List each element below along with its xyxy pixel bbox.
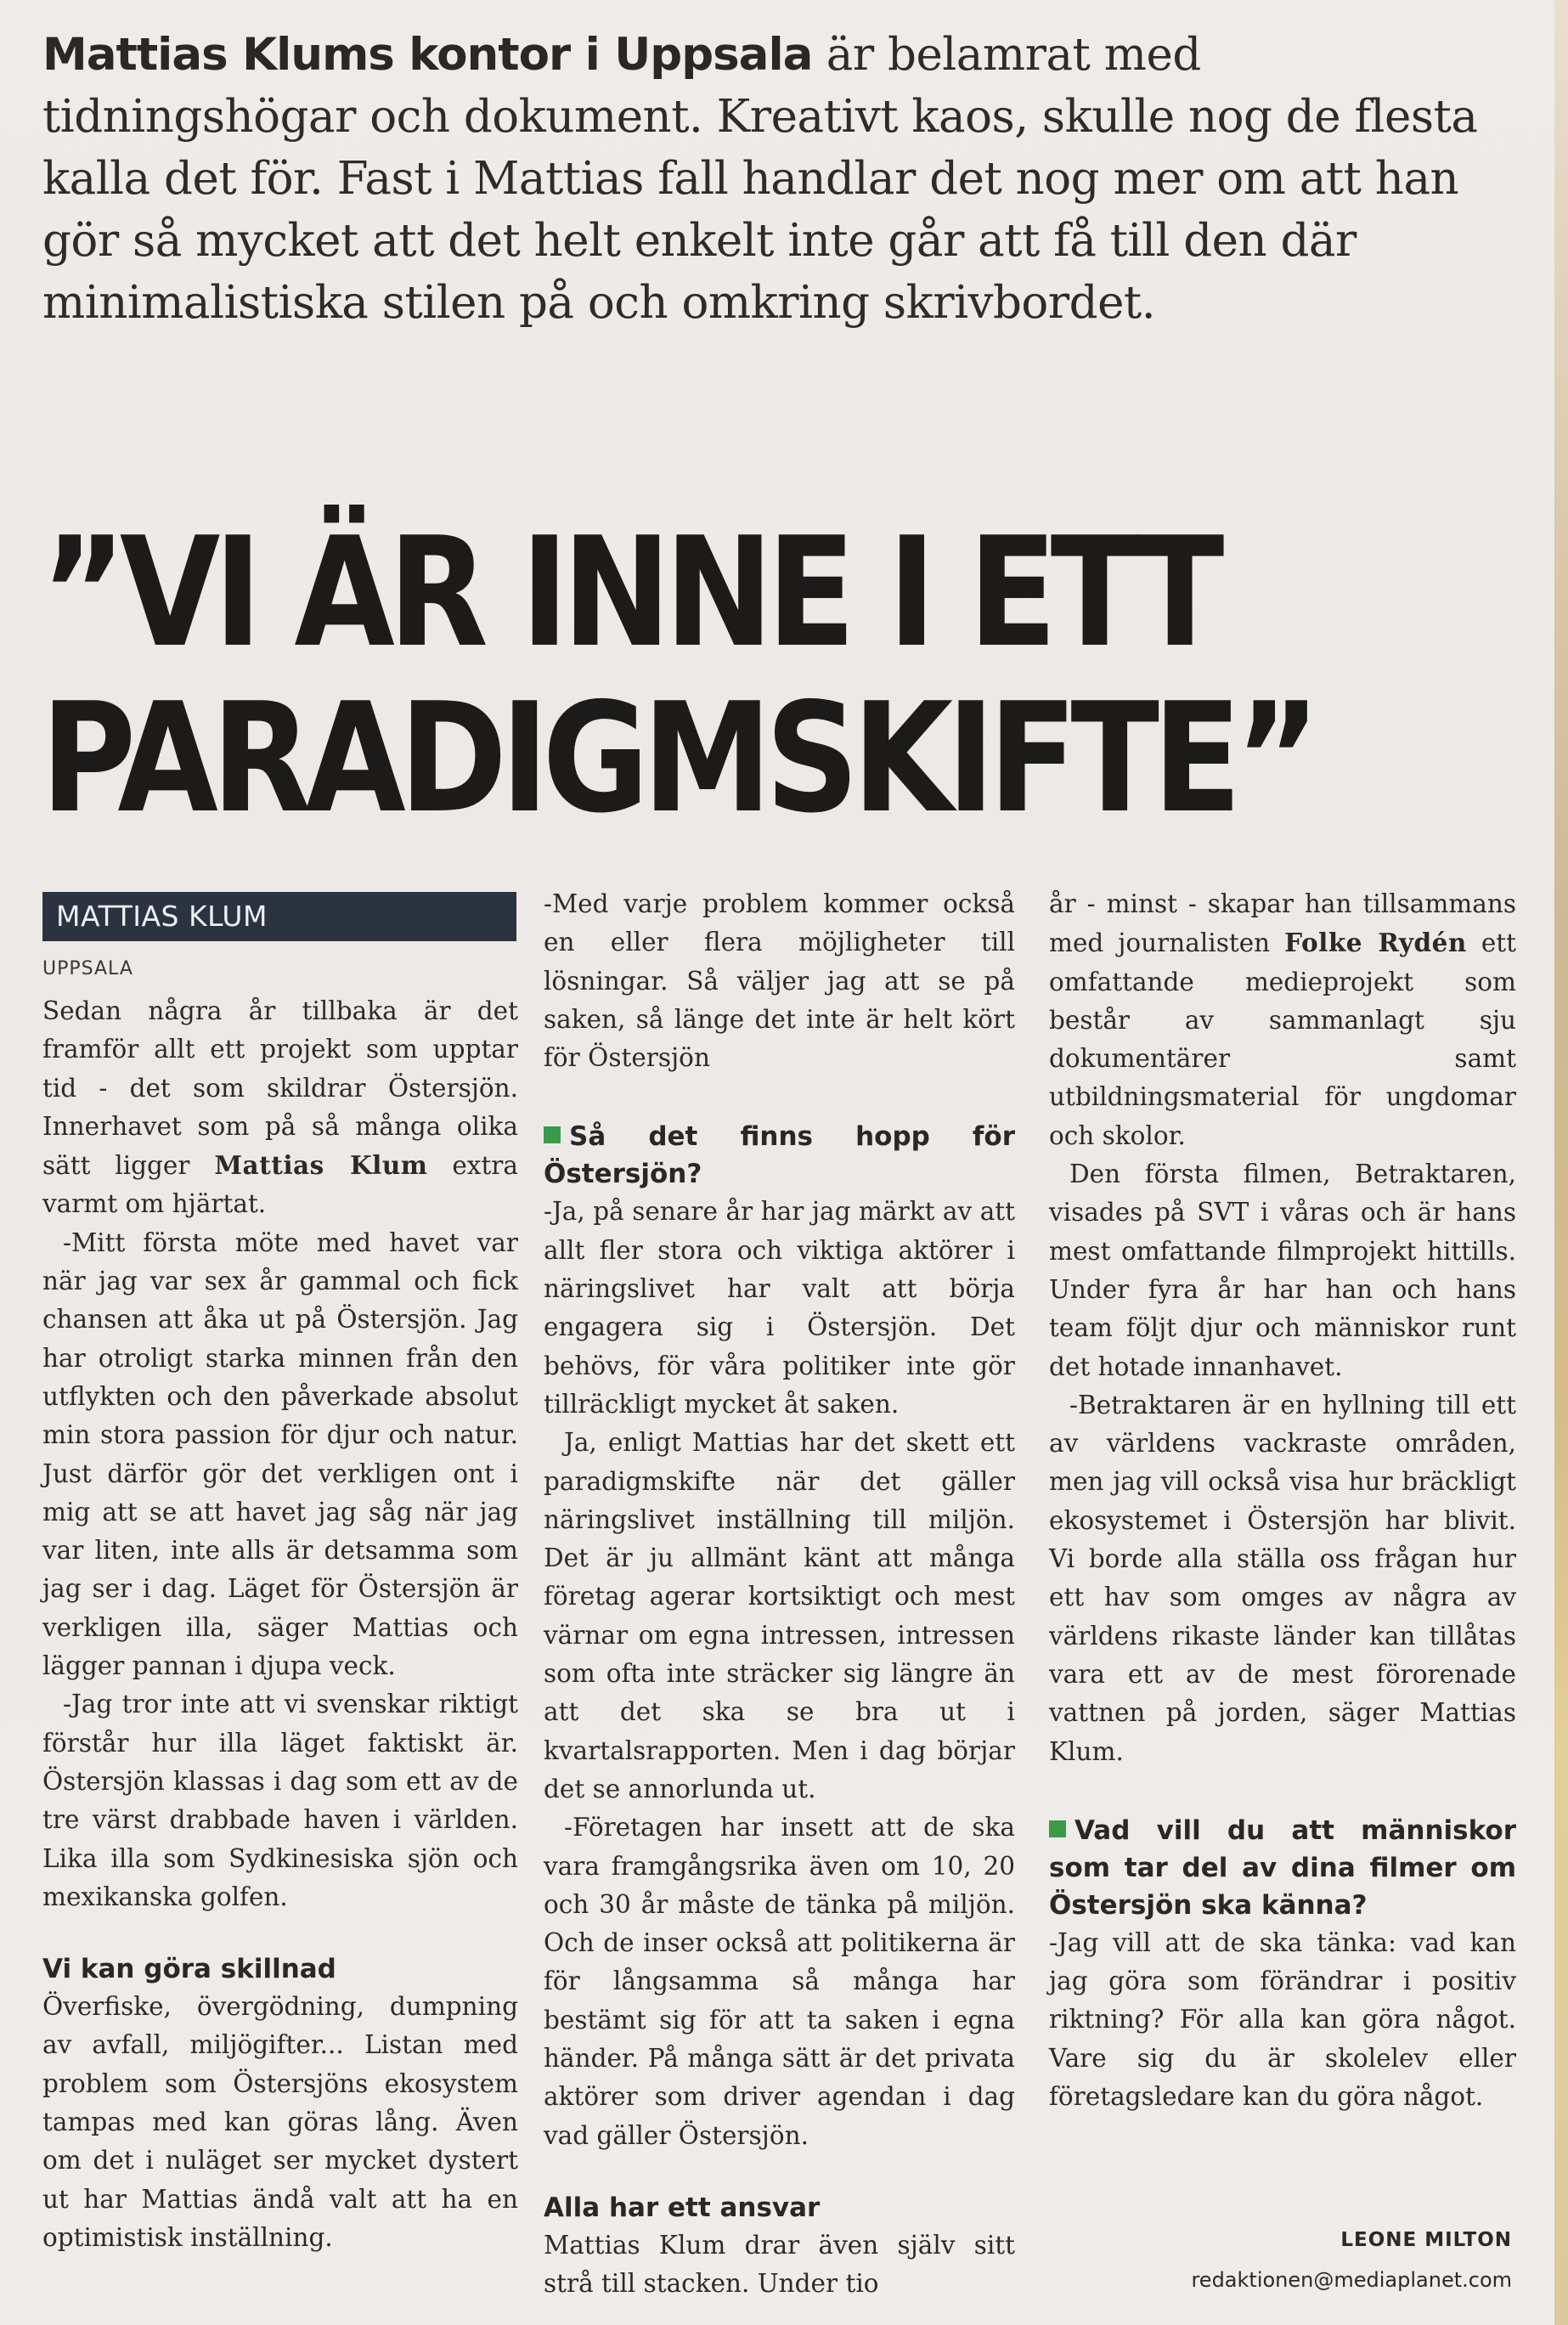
adjacent-page-edge xyxy=(1554,0,1568,2325)
column-3 xyxy=(1049,885,1516,2116)
intro-line-3: kalla det för. Fast i Mattias fall handlar det nog mer om att han xyxy=(42,153,1459,205)
col3-paragraph-2: Den första filmen, Betraktaren, visades på SVT i våras och är hans mest omfattande filmprojekt hittills. Under fyra år har han och hans team följt djur och människor runt det hotade innanhavet. xyxy=(1049,1160,1516,1381)
intro-line-1: är belamrat med xyxy=(812,29,1201,81)
col2-paragraph-2: -Ja, på senare år har jag märkt av att allt fler stora och viktiga aktörer i näringslivet har valt att börja engagera sig i Östersjön. Det behövs, för våra politiker inte gör tillräckligt mycket åt saken. xyxy=(544,1197,1015,1419)
col1-p1-text-end: extra varmt om hjärtat. xyxy=(42,1151,518,1219)
col2-paragraph-4: -Företagen har insett att de ska vara framgångsrika även om 10, 20 och 30 år måste de tänka på miljön. Och de inser också att politikerna är för långsamma så många har bestämt sig för att ta saken i egna händer. På många sätt är det privata aktörer som driver agendan i dag vad gäller Östersjön. xyxy=(544,1813,1015,2150)
col1-paragraph-1 xyxy=(42,992,518,1224)
intro-line-2: tidningshögar och dokument. Kreativt kaos, skulle nog de flesta xyxy=(42,91,1478,143)
question-2-text: Vad vill du att människor som tar del av dina filmer om Östersjön ska känna? xyxy=(1049,1814,1516,1921)
col3-paragraph-1 xyxy=(1049,885,1516,1155)
author-signature: LEONE MILTON xyxy=(1340,2229,1512,2251)
col2-subhead-block xyxy=(544,2189,1015,2226)
headline-line-2: PARADIGMSKIFTE” xyxy=(41,670,1314,846)
col1-paragraph-4: Överfiske, övergödning, dumpning av avfall, miljögifter... Listan med problem som Östersjöns ekosystem tampas med kan göras lång. Även om det i nuläget ser mycket dystert ut har Mattias ändå valt att ha en optimistisk inställning. xyxy=(42,1992,518,2252)
column-2 xyxy=(544,885,1015,2304)
col1-subhead-block xyxy=(42,1950,518,1988)
col2-paragraph-3: Ja, enligt Mattias har det skett ett paradigmskifte när det gäller näringslivet inställning till miljön. Det är ju allmänt känt att många företag agerar kortsiktigt och mest värnar om egna intressen, intressen som ofta inte sträcker sig längre än att det ska se bra ut i kvartalsrapporten. Men i dag börjar det se annorlunda ut. xyxy=(544,1428,1015,1803)
intro-line-5: minimalistiska stilen på och omkring skrivbordet. xyxy=(42,277,1156,329)
column-1 xyxy=(42,992,518,2257)
subhead-vi-kan-gora-skillnad: Vi kan göra skillnad xyxy=(42,1954,336,1985)
subhead-alla-har-ett-ansvar: Alla har ett ansvar xyxy=(544,2192,821,2223)
headline xyxy=(41,505,1327,846)
col3-paragraph-3: -Betraktaren är en hyllning till ett av världens vackraste områden, men jag vill också visa hur bräckligt ekosystemet i Östersjön har blivit. Vi borde alla ställa oss frågan hur ett hav som omges av några av världens rikaste länder kan tillåtas vara ett av de mest förorenade vattnen på jorden, säger Mattias Klum. xyxy=(1049,1390,1516,1766)
col2-paragraph-5: Mattias Klum drar även själv sitt strå till stacken. Under tio xyxy=(544,2230,1015,2299)
intro-lead: Mattias Klums kontor i Uppsala xyxy=(42,29,813,81)
question-marker-icon xyxy=(1049,1820,1066,1837)
col3-p1-text: år - minst - skapar han tillsammans med journalisten xyxy=(1049,889,1516,958)
headline-line-1: ”VI ÄR INNE I ETT xyxy=(41,505,1218,680)
col1-paragraph-3: -Jag tror inte att vi svenskar riktigt förstår hur illa läget faktiskt är. Östersjön klassas i dag som ett av de tre värst drabbade haven i världen. Lika illa som Sydkinesiska sjön och mexikanska golfen. xyxy=(42,1690,518,1911)
person-name-folke-ryden: Folke Rydén xyxy=(1284,928,1467,958)
question-1-text: Så det finns hopp för Östersjön? xyxy=(544,1121,1015,1190)
question-marker-icon xyxy=(544,1126,561,1143)
col3-p1-text-end: ett omfattande medieprojekt som består av sammanlagt sju dokumentärer samt utbildningsmaterial för ungdomar och skolor. xyxy=(1049,928,1516,1150)
question-block-2 xyxy=(1049,1812,1516,1924)
col1-p1-text: Sedan några år tillbaka är det framför allt ett projekt som upptar tid - det som skildrar Östersjön. Innerhavet som på så många olika sätt ligger xyxy=(42,996,518,1181)
person-name-mattias-klum: Mattias Klum xyxy=(214,1150,428,1181)
col2-paragraph-1: -Med varje problem kommer också en eller flera möjligheter till lösningar. Så väljer jag att se på saken, så länge det inte är helt kört för Östersjön xyxy=(544,889,1015,1073)
col1-paragraph-2: -Mitt första möte med havet var när jag var sex år gammal och fick chansen att åka ut på Östersjön. Jag har otroligt starka minnen från den utflykten och den påverkade absolut min stora passion för djur och natur. Just därför gör det verkligen ont i mig att se att havet jag såg när jag var liten, inte alls är detsamma som jag ser i dag. Läget för Östersjön är verkligen illa, säger Mattias och lägger pannan i djupa veck. xyxy=(42,1227,518,1681)
intro-line-4: gör så mycket att det helt enkelt inte går att få till den där xyxy=(42,215,1356,267)
col3-paragraph-4: -Jag vill att de ska tänka: vad kan jag göra som förändrar i positiv riktning? För alla kan göra något. Vare sig du är skolelev eller företagsledare kan du göra något. xyxy=(1049,1927,1516,2112)
question-2 xyxy=(1049,1812,1516,1924)
intro-paragraph xyxy=(42,24,1503,334)
editorial-email: redaktionen@mediaplanet.com xyxy=(1191,2268,1512,2292)
byline-name: MATTIAS KLUM xyxy=(56,900,268,933)
question-block-1 xyxy=(544,1118,1015,1193)
byline-bar xyxy=(42,892,516,941)
question-1 xyxy=(544,1118,1015,1193)
dateline-place: UPPSALA xyxy=(42,958,133,979)
